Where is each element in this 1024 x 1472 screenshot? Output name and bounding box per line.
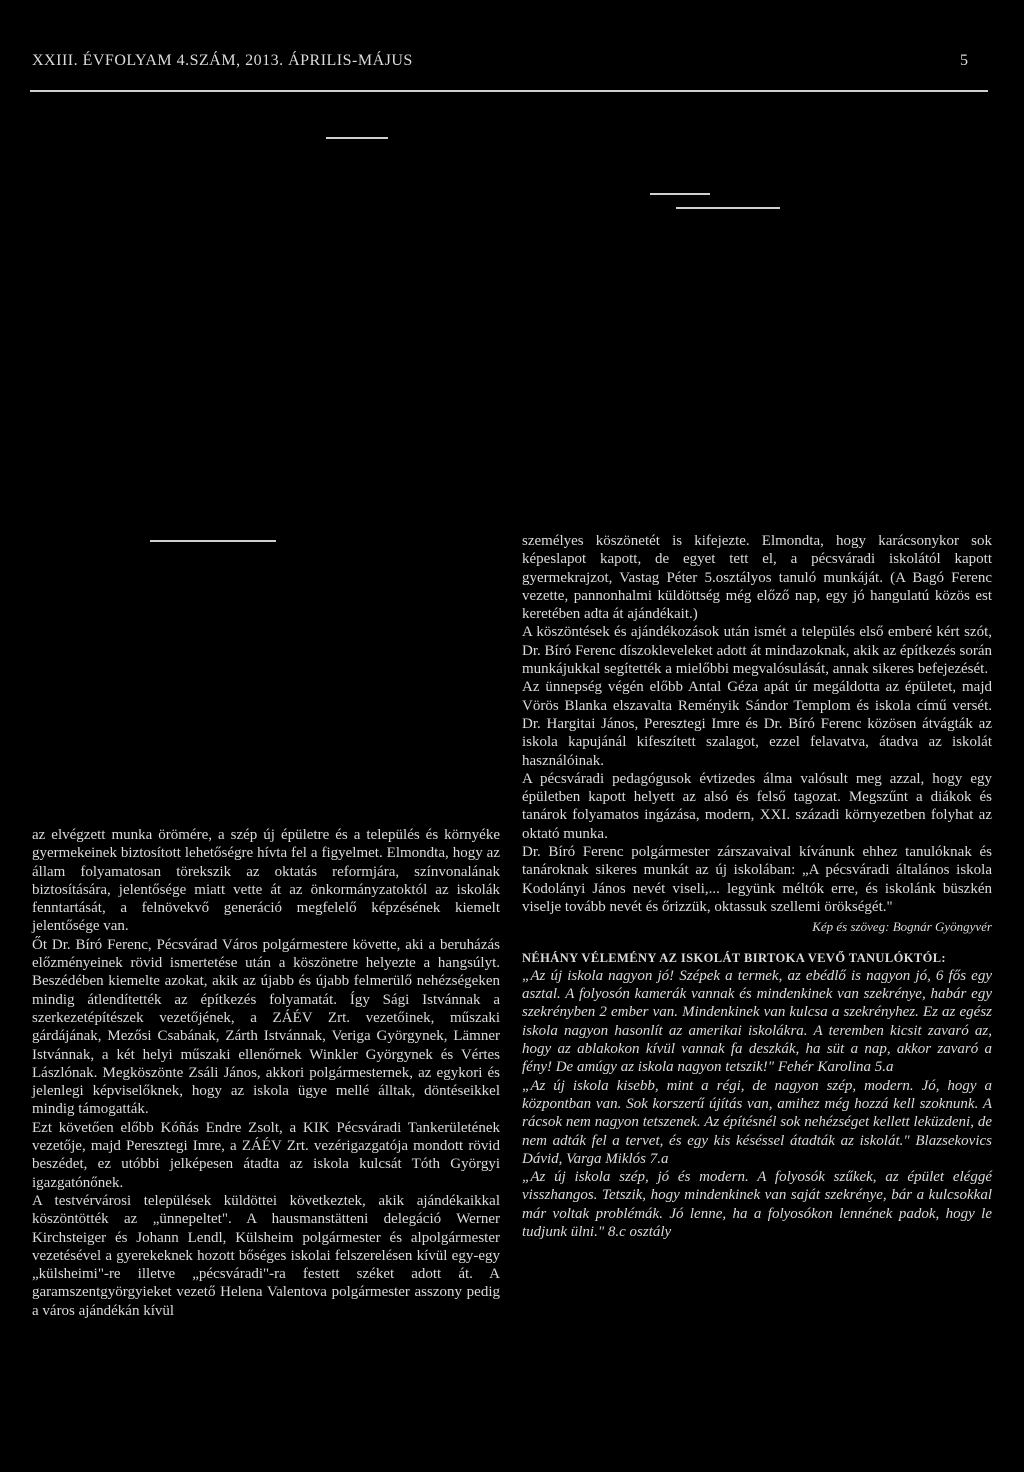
opinion-author: Fehér Karolina 5.a — [777, 1059, 894, 1076]
opinion-author: 8.c osztály — [607, 1223, 672, 1240]
paragraph: Őt Dr. Bíró Ferenc, Pécsvárad Város polgármestere követte, aki a beruházás előzményeinek rövid ismertetése után a köszönetre helyezte a hangsúlyt. Beszédében kiemelte azokat, akik az újabb és újabb felmerülő nehézségeken mindig átlendítették az építkezés folyamatát. Így Sági Istvánnak a szerkezetépítészek vezetőjének, a ZÁÉV Zrt. vezetőinek, műszaki gárdájának, Mezősi Csabának, Zárth Istvánnak, Veriga Györgynek, Lämner Istvánnak, a két helyi műszaki ellenőrnek Winkler Györgynek és Vértes Lászlónak. Megköszönte Zsáli János, akkori polgármesternek, az egykori és jelenlegi képviselőknek, hogy az iskola ügye mellé álltak, döntéseikkel mindig támogatták. — [32, 936, 500, 1118]
paragraph: A pécsváradi pedagógusok évtizedes álma valósult meg azzal, hogy egy épületben kapott helyett az alsó és felső tagozat. Megszűnt a diákok és tanárok folyamatos ingázása, modern, XXI. századi környezetben folyhat az oktató munka. — [522, 770, 992, 842]
article-left-column — [32, 826, 500, 1320]
photo-edge-mark — [326, 137, 388, 139]
opinion-author: Blazsekovics Dávid, Varga Miklós 7.a — [522, 1132, 992, 1167]
opinion-text: „Az új iskola szép, jó és modern. A folyosók szűkek, az épület eléggé visszhangos. Tetszik, hogy mindenkinek van saját szekrénye, bár a kulcsokkal már voltak problémák. Jó lenne, ha a folyosókon lennének padok, hogy le tudjunk ülni." — [522, 1169, 992, 1240]
paragraph: Az ünnepség végén előbb Antal Géza apát úr megáldotta az épületet, majd Vörös Blanka elszavalta Reményik Sándor Templom és iskola című versét. Dr. Hargitai János, Peresztegi Imre és Dr. Bíró Ferenc közösen átvágták az iskola kapujánál kifeszített szalagot, ezzel felavatva, átadva az iskolát használóinak. — [522, 679, 992, 769]
page-number: 5 — [960, 52, 968, 69]
header-rule — [30, 90, 988, 92]
paragraph: A testvérvárosi települések küldöttei következtek, akik ajándékaikkal köszöntötték az „ünnepeltet". A hausmanstätteni delegáció Werner Kirchsteiger és Johann Lendl, Külsheim polgármester és alpolgármester vezetésével a gyerekeknek hozott bőséges iskolai felszerelésen kívül egy-egy „külsheimi"-re illetve „pécsváradi"-ra festett széket adott át. A garamszentgyörgyieket vezető Helena Valentova polgármester asszony pedig a város ajándékán kívül — [32, 1192, 500, 1319]
photo-credit-caption: Kép és szöveg: Bognár Gyöngyvér — [812, 919, 992, 935]
paragraph: személyes köszönetét is kifejezte. Elmondta, hogy karácsonykor sok képeslapot kapott, de egyet tett el, a pécsváradi iskolától kapott gyermekrajzot, Vastag Péter 5.osztályos tanuló munkáját. (A Bagó Ferenc vezette, pannonhalmi küldöttség még előző nap, egy jó hangulatú közös est keretében adta át ajándékait.) — [522, 533, 992, 623]
running-header-title: XXIII. ÉVFOLYAM 4.SZÁM, 2013. ÁPRILIS-MÁJUS — [32, 52, 413, 69]
paragraph: az elvégzett munka örömére, a szép új épületre és a település és környéke gyermekeinek biztosított lehetőségre hívta fel a figyelmet. Elmondta, hogy az állam folyamatosan törekszik az oktatás reformjára, színvonalának biztosítására, jelentősége miatt vette át az önkormányzatoktól az iskolák fenntartását, a felnövekvő generáció megfelelő képzésének kiemelt jelentősége van. — [32, 827, 500, 935]
photo-edge-mark — [650, 193, 710, 195]
paragraph: Dr. Bíró Ferenc polgármester zárszavaival kívánunk ehhez tanulóknak és tanároknak sikeres munkát az új iskolában: „A pécsváradi általános iskola Kodolányi János nevét viseli,... legyünk méltók erre, és iskolánk büszkén viselje tovább nevét és őrizzük, oktassuk szellemi örökségét." — [522, 844, 992, 915]
student-opinion — [522, 967, 992, 1077]
opinion-text: „Az új iskola kisebb, mint a régi, de nagyon szép, modern. Jó, hogy a központban van. Sok korszerű újítás van, amihez még hozzá kell szoknunk. A rácsok nem nagyon tetszenek. Az építésnél sok nehézséget kellett leküzdeni, de nem adták fel a tervet, és egy kis késéssel átadták az iskolát." — [522, 1077, 992, 1149]
paragraph: Ezt követően előbb Kóñás Endre Zsolt, a KIK Pécsváradi Tankerületének vezetője, majd Peresztegi Imre, a ZÁÉV Zrt. vezérigazgatója mondott rövid beszédet, ez utóbbi jelképesen átadta az iskola kulcsát Tóth Györgyi igazgatónőnek. — [32, 1119, 500, 1191]
student-opinion — [522, 1077, 992, 1168]
opinions-heading: NÉHÁNY VÉLEMÉNY AZ ISKOLÁT BIRTOKA VEVŐ TANULÓKTÓL: — [522, 950, 946, 965]
article-right-column — [522, 532, 992, 1241]
student-opinion — [522, 1168, 992, 1241]
photo-edge-mark — [676, 207, 780, 209]
opinion-text: „Az új iskola nagyon jó! Szépek a termek, az ebédlő is nagyon jó, 6 fős egy asztal. A folyosón kamerák vannak és mindenkinek van szekrénye, habár egy szekrényben 2 ember van. Mindenkinek van kulcsa a szekrényhez. Ez az egész iskola nagyon hasonlít az amerikai iskolákra. A teremben kicsit zavaró az, hogy az ablakokon kívül vannak fa deszkák, ha süt a nap, akkor zavaró a fény! De amúgy az iskola nagyon tetszik!" — [522, 967, 992, 1076]
paragraph: A köszöntések és ajándékozások után ismét a település első emberé kért szót, Dr. Bíró Ferenc díszokleveleket adott át mindazoknak, akik az építkezés során munkájukkal segítették a mielőbbi megvalósulását, annak sikeres befejezését. — [522, 624, 992, 678]
photo-edge-mark — [150, 540, 276, 542]
